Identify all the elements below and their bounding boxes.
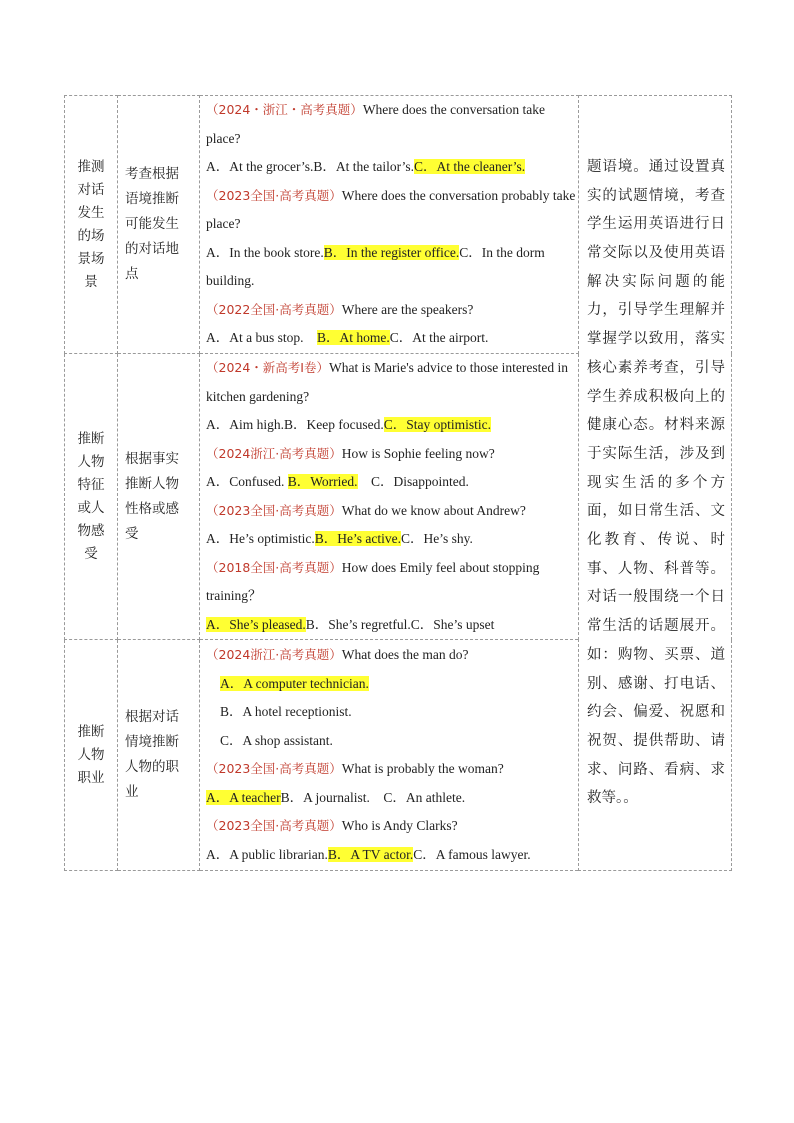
options [200, 324, 578, 353]
summary-text: 题语境。通过设置真实的试题情境，考查学生运用英语进行日常交际以及使用英语解决实际问题的能力，引导学生理解并掌握学以致用，落实核心素养考查，引导学生养成积极向上的健康心态。材料来源于实际生活，涉及到现实生活的多个方面，如日常生活、文化教育、传说、时事、人物、科普等。对话一般围绕一个日常生活的话题展开。如：购物、买票、道别、感谢、打电话、约会、偏爱、祝愿和祝贺、提供帮助、请求、问路、看病、求救等。。 [587, 158, 725, 807]
option-line [200, 670, 578, 699]
category-cell [65, 354, 118, 640]
question [200, 440, 578, 469]
question [200, 755, 578, 784]
option-a-answer: A．A computer technician. [220, 675, 369, 691]
category-text: 推测对话发生的场景场景 [77, 158, 105, 290]
question-source: （2023全国·高考真题） [206, 502, 342, 518]
table-row [65, 96, 732, 354]
examples-cell [200, 354, 579, 640]
option-c: C．An athlete. [383, 789, 466, 805]
question-source: （2023全国·高考真题） [206, 187, 342, 203]
question-source: （2018全国·高考真题） [206, 559, 342, 575]
option-a: A．A public librarian. [206, 846, 328, 862]
option-c: C．She’s upset [410, 616, 495, 632]
category-text: 推断人物职业 [77, 723, 105, 786]
option-a: A．At a bus stop. [206, 330, 304, 346]
category-cell [65, 640, 118, 871]
option-b: B．She’s regretful. [305, 616, 411, 632]
category-text: 推断人物特征或人物感受 [77, 430, 105, 562]
options [200, 411, 578, 440]
method-text: 根据事实推断人物性格或感受 [125, 450, 179, 542]
option-line [200, 727, 578, 756]
options [200, 153, 578, 182]
option-c: C．A shop assistant. [220, 732, 333, 748]
content-table [64, 95, 732, 871]
options [200, 468, 578, 497]
question-text: Where does the conversation probably take place? [206, 187, 576, 232]
option-a: A．In the book store. [206, 244, 324, 260]
question-source: （2022全国·高考真题） [206, 301, 342, 317]
question [200, 96, 578, 153]
option-line [200, 698, 578, 727]
method-text: 考查根据语境推断可能发生的对话地点 [125, 166, 179, 282]
question [200, 812, 578, 841]
method-text: 根据对话情境推断人物的职业 [125, 709, 179, 800]
question [200, 641, 578, 670]
option-c-answer: C．At the cleaner’s. [413, 159, 526, 175]
examples-cell [200, 96, 579, 354]
question [200, 296, 578, 325]
examples-cell [200, 640, 579, 871]
question-source: （2024浙江·高考真题） [206, 647, 342, 662]
option-b-answer: B．At home. [317, 330, 390, 346]
method-cell [118, 96, 200, 354]
option-a: A．Aim high. [206, 417, 285, 432]
question-source: （2024・浙江・高考真题） [206, 102, 363, 118]
option-b-answer: B．In the register office. [323, 244, 460, 260]
question-text: How is Sophie feeling now? [341, 445, 495, 461]
options [200, 525, 578, 554]
option-a-answer: A．She’s pleased. [206, 616, 306, 632]
options [200, 239, 578, 296]
option-b-answer: B．Worried. [287, 474, 358, 489]
question [200, 497, 578, 526]
question-source: （2024浙江·高考真题） [206, 445, 342, 461]
option-b-answer: B．A TV actor. [327, 846, 414, 862]
option-c-answer: C．Stay optimistic. [383, 417, 492, 432]
question-text: What do we know about Andrew? [341, 502, 526, 518]
question-text: How does Emily feel about stopping training？ [206, 559, 540, 603]
option-b: B．At the tailor’s. [313, 159, 414, 175]
question-text: Where are the speakers? [341, 301, 474, 317]
question-text: Who is Andy Clarks? [341, 818, 458, 833]
option-a-answer: A．A teacher [206, 789, 281, 805]
option-a: A．At the grocer’s. [206, 159, 314, 175]
option-c: C．At the airport. [389, 330, 489, 346]
option-b: B．Keep focused. [284, 417, 384, 432]
question-source: （2023全国·高考真题） [206, 761, 342, 776]
options [200, 784, 578, 813]
question [200, 182, 578, 239]
options [200, 611, 578, 640]
method-cell [118, 640, 200, 871]
option-a: A．He’s optimistic. [206, 531, 315, 546]
option-b: B．A journalist. [280, 789, 370, 805]
question-text: What is Marie's advice to those interested in kitchen gardening? [206, 360, 568, 404]
option-c: C．He’s shy. [400, 531, 473, 546]
option-c: C．A famous lawyer. [413, 846, 531, 862]
option-c: C．Disappointed. [371, 474, 469, 489]
option-b: B．A hotel receptionist. [220, 704, 352, 719]
question-text: What does the man do? [341, 647, 469, 662]
option-a: A．Confused. [206, 474, 285, 489]
category-cell [65, 96, 118, 354]
option-b-answer: B．He’s active. [314, 531, 401, 546]
question-source: （2023全国·高考真题） [206, 818, 342, 833]
question [200, 354, 578, 411]
question-source: （2024・新高考I卷） [206, 360, 329, 375]
question-text: Where does the conversation take place? [206, 102, 545, 146]
question [200, 554, 578, 611]
question-text: What is probably the woman? [341, 761, 504, 776]
options [200, 841, 578, 870]
method-cell [118, 354, 200, 640]
summary-cell [579, 96, 732, 871]
option-c: C．In the dorm building. [206, 244, 545, 289]
